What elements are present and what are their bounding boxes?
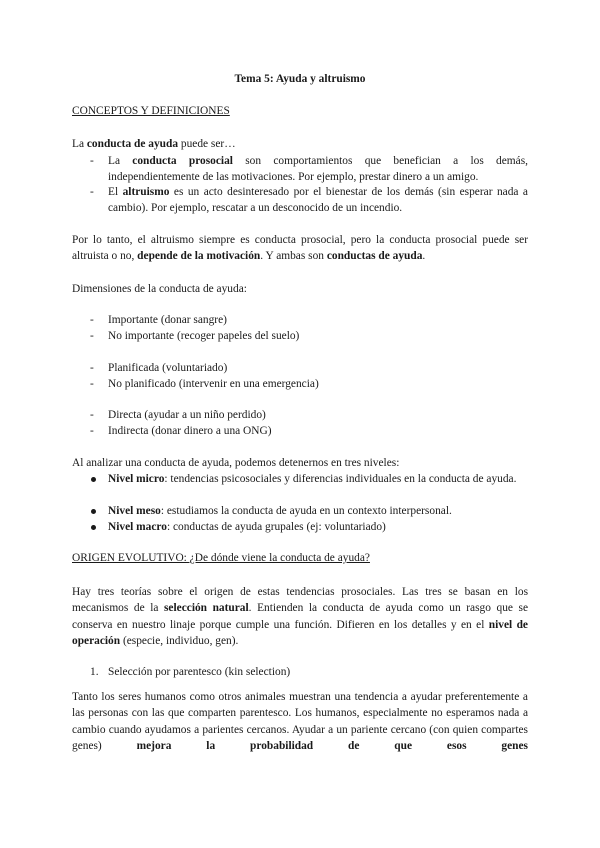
dash-marker: - (90, 186, 94, 198)
section-heading-origen: ORIGEN EVOLUTIVO: ¿De dónde viene la conducta de ayuda? (72, 552, 370, 564)
bullet-icon (91, 509, 96, 514)
dimension-item: - Indirecta (donar dinero a una ONG) (90, 425, 272, 437)
section-heading-conceptos: CONCEPTOS Y DEFINICIONES (72, 105, 230, 117)
kin-selection-paragraph: Tanto los seres humanos como otros animales muestran una tendencia a ayudar preferentemente a las personas con las que comparten parentesco. Los humanos, especialmente no esperamos nada a cambio cuando ayudamos a parientes cercanos. Ayudar a un pariente cercano (con quien compartes genes) mejora la probabilidad de que esos genes (72, 691, 528, 753)
dimension-item: - Directa (ayudar a un niño perdido) (90, 409, 266, 421)
numbered-item-kin-selection: 1. Selección por parentesco (kin selection) (90, 666, 291, 678)
level-item-meso: Nivel meso: estudiamos la conducta de ayuda en un contexto interpersonal. (90, 503, 528, 519)
dimension-item: - No planificado (intervenir en una emergencia) (90, 378, 319, 390)
levels-title: Al analizar una conducta de ayuda, podemos detenernos en tres niveles: (72, 457, 400, 469)
dimensions-title: Dimensiones de la conducta de ayuda: (72, 283, 247, 295)
bullet-icon (91, 525, 96, 530)
document-title: Tema 5: Ayuda y altruismo (234, 73, 366, 85)
dimension-item: - Importante (donar sangre) (90, 314, 227, 326)
level-item-micro: Nivel micro: tendencias psicosociales y diferencias individuales en la conducta de ayuda. (90, 471, 528, 487)
list-item-altruismo: - El altruismo es un acto desinteresado por el bienestar de los demás (sin esperar nada a cambio). Por ejemplo, rescatar a un desconocido de un incendio. (90, 186, 528, 215)
level-item-macro: Nivel macro: conductas de ayuda grupales (ej: voluntariado) (90, 519, 528, 535)
summary-paragraph: Por lo tanto, el altruismo siempre es conducta prosocial, pero la conducta prosocial puede ser altruista o no, depende de la motivación. Y ambas son conductas de ayuda. (72, 234, 528, 263)
bullet-icon (91, 477, 96, 482)
dash-marker: - (90, 155, 94, 167)
dimension-item: - No importante (recoger papeles del suelo) (90, 330, 300, 342)
origin-paragraph: Hay tres teorías sobre el origen de estas tendencias prosociales. Las tres se basan en los mecanismos de la selección natural. Entienden la conducta de ayuda como un rasgo que se conserva en nuestro linaje porque cumple una función. Difieren en los detalles y en el nivel de operación (especie, individuo, gen). (72, 586, 529, 648)
dimension-item: - Planificada (voluntariado) (90, 362, 228, 374)
intro-paragraph: La conducta de ayuda puede ser… (72, 138, 236, 150)
list-item-conducta-prosocial: - La conducta prosocial son comportamientos que benefician a los demás, independientemente de las motivaciones. Por ejemplo, prestar dinero a un amigo. (90, 155, 528, 184)
